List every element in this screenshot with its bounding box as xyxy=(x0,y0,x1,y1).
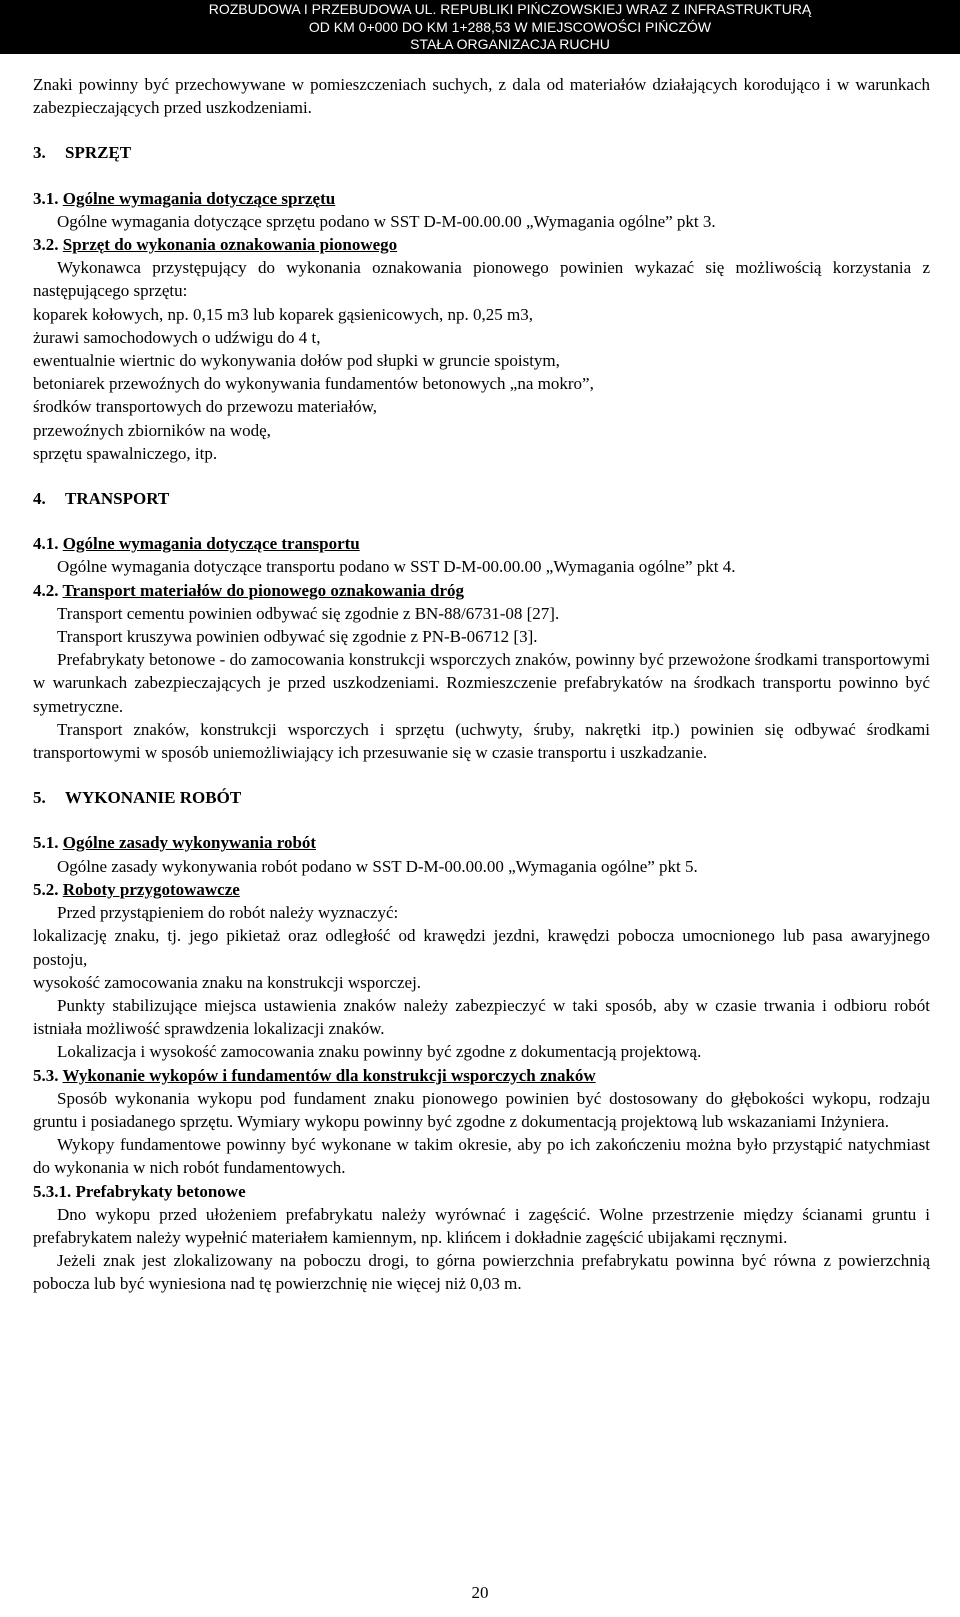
section-heading-5 xyxy=(33,786,930,809)
list-item: sprzętu spawalniczego, itp. xyxy=(33,443,218,463)
page-number: 20 xyxy=(471,1583,489,1602)
subsection-number: 5.1. xyxy=(33,833,59,853)
paragraph: Transport cementu powinien odbywać się zgodnie z BN-88/6731-08 [27]. xyxy=(57,603,560,623)
subsection-number: 3.1. xyxy=(33,188,59,208)
subsection-title: Roboty przygotowawcze xyxy=(62,879,240,899)
paragraph: Sposób wykonania wykopu pod fundament znaku pionowego powinien być dostosowany do głębokości wykopu, rodzaju gruntu i posiadanego sprzętu. Wymiary wykopu powinny być zgodne z dokumentacją projektową lub wskazaniami Inżyniera. xyxy=(33,1088,930,1131)
intro-paragraph: Znaki powinny być przechowywane w pomieszczeniach suchych, z dala od materiałów działających korodująco i w warunkach zabezpieczających przed uszkodzeniami. xyxy=(33,75,930,118)
list-item: betoniarek przewoźnych do wykonywania fundamentów betonowych „na mokro”, xyxy=(33,374,594,394)
section-title: TRANSPORT xyxy=(65,489,170,509)
subsection-heading-5-3 xyxy=(33,1064,930,1087)
subsection-heading-5-3-1 xyxy=(33,1180,930,1203)
document-body xyxy=(33,73,930,1296)
subsection-title: Ogólne zasady wykonywania robót xyxy=(62,833,317,853)
header-line-3: STAŁA ORGANIZACJA RUCHU xyxy=(410,36,610,52)
paragraph: Transport znaków, konstrukcji wsporczych i sprzętu (uchwyty, śruby, nakrętki itp.) powinien się odbywać środkami transportowymi w sposób uniemożliwiający ich przesuwanie się w czasie transportu i uszkadzanie. xyxy=(33,719,930,763)
list-item: środków transportowych do przewozu materiałów, xyxy=(33,397,377,417)
list-item: przewoźnych zbiorników na wodę, xyxy=(33,420,271,440)
paragraph: wysokość zamocowania znaku na konstrukcji wsporczej. xyxy=(33,972,422,992)
paragraph: Punkty stabilizujące miejsca ustawienia znaków należy zabezpieczyć w taki sposób, aby w czasie trwania i odbioru robót istniała możliwość sprawdzenia lokalizacji znaków. xyxy=(33,995,930,1039)
paragraph: Ogólne wymagania dotyczące sprzętu podano w SST D-M-00.00.00 „Wymagania ogólne” pkt 3. xyxy=(57,211,716,231)
paragraph: Lokalizacja i wysokość zamocowania znaku powinny być zgodne z dokumentacją projektową. xyxy=(57,1042,702,1062)
paragraph: Ogólne wymagania dotyczące transportu podano w SST D-M-00.00.00 „Wymagania ogólne” pkt 4. xyxy=(57,557,736,577)
paragraph: Prefabrykaty betonowe - do zamocowania konstrukcji wsporczych znaków, powinny być przewożone środkami transportowymi w warunkach zabezpieczających je przed uszkodzeniami. Rozmieszczenie prefabrykatów na środkach transportu powinno być symetryczne. xyxy=(33,650,930,716)
subsection-number: 5.3. xyxy=(33,1065,59,1085)
subsection-number: 4.1. xyxy=(33,534,59,554)
subsection-title: Ogólne wymagania dotyczące sprzętu xyxy=(62,188,336,208)
subsection-heading-3-2 xyxy=(33,233,930,256)
section-heading-3 xyxy=(33,141,930,164)
paragraph: Transport kruszywa powinien odbywać się zgodnie z PN-B-06712 [3]. xyxy=(57,627,538,647)
header-line-1: ROZBUDOWA I PRZEBUDOWA UL. REPUBLIKI PIŃCZOWSKIEJ WRAZ Z INFRASTRUKTURĄ xyxy=(208,1,812,17)
paragraph: Wykopy fundamentowe powinny być wykonane w takim okresie, aby po ich zakończeniu można było przystąpić natychmiast do wykonania w nich robót fundamentowych. xyxy=(33,1135,930,1178)
subsection-heading-3-1 xyxy=(33,187,930,210)
list-item: żurawi samochodowych o udźwigu do 4 t, xyxy=(33,327,321,347)
paragraph: Jeżeli znak jest zlokalizowany na poboczu drogi, to górna powierzchnia prefabrykatu powinna być równa z powierzchnią pobocza lub być wyniesiona nad tę powierzchnię nie więcej niż 0,03 m. xyxy=(33,1251,930,1294)
subsection-heading-5-1 xyxy=(33,831,930,854)
subsection-title: Sprzęt do wykonania oznakowania pionowego xyxy=(62,235,398,255)
paragraph: Przed przystąpieniem do robót należy wyznaczyć: xyxy=(57,903,399,923)
paragraph: Ogólne zasady wykonywania robót podano w SST D-M-00.00.00 „Wymagania ogólne” pkt 5. xyxy=(57,856,698,876)
section-number: 3. xyxy=(33,143,46,163)
section-number: 4. xyxy=(33,489,46,509)
subsection-number: 5.3.1. xyxy=(33,1181,72,1201)
paragraph: Wykonawca przystępujący do wykonania oznakowania pionowego powinien wykazać się możliwością korzystania z następującego sprzętu: xyxy=(33,258,930,301)
subsection-title: Prefabrykaty betonowe xyxy=(75,1181,246,1201)
list-item: ewentualnie wiertnic do wykonywania dołów pod słupki w gruncie spoistym, xyxy=(33,351,560,371)
subsection-number: 4.2. xyxy=(33,580,59,600)
section-heading-4 xyxy=(33,487,930,510)
section-number: 5. xyxy=(33,788,46,808)
subsection-number: 5.2. xyxy=(33,879,59,899)
document-header xyxy=(0,0,960,54)
list-item: koparek kołowych, np. 0,15 m3 lub koparek gąsienicowych, np. 0,25 m3, xyxy=(33,304,533,324)
header-line-2: OD KM 0+000 DO KM 1+288,53 W MIEJSCOWOŚCI PIŃCZÓW xyxy=(308,18,712,35)
section-title: SPRZĘT xyxy=(65,143,132,163)
subsection-title: Transport materiałów do pionowego oznakowania dróg xyxy=(62,580,465,600)
paragraph: Dno wykopu przed ułożeniem prefabrykatu należy wyrównać i zagęścić. Wolne przestrzenie między ścianami gruntu i prefabrykatem należy wypełnić materiałem kamiennym, np. klińcem i dokładnie zagęścić ubijakami ręcznymi. xyxy=(33,1204,930,1247)
subsection-heading-4-2 xyxy=(33,579,930,602)
paragraph: lokalizację znaku, tj. jego pikietaż oraz odległość od krawędzi jezdni, krawędzi pobocza umocnionego lub pasa awaryjnego postoju, xyxy=(33,926,930,969)
subsection-heading-5-2 xyxy=(33,878,930,901)
subsection-title: Wykonanie wykopów i fundamentów dla konstrukcji wsporczych znaków xyxy=(62,1065,596,1085)
subsection-title: Ogólne wymagania dotyczące transportu xyxy=(62,534,360,554)
subsection-heading-4-1 xyxy=(33,532,930,555)
subsection-number: 3.2. xyxy=(33,235,59,255)
section-title: WYKONANIE ROBÓT xyxy=(65,788,242,808)
